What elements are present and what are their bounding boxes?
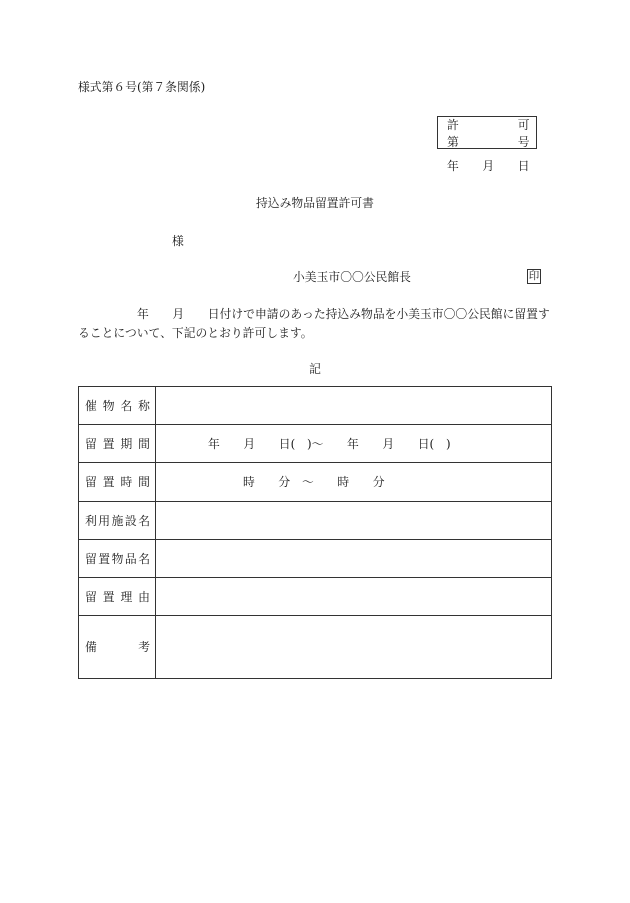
body-text-line-2: ることについて、下記のとおり許可します。: [78, 326, 313, 340]
row-value: [156, 387, 551, 424]
table-row-remarks: [79, 615, 551, 678]
permit-label: 許 可: [447, 118, 530, 132]
row-label: 利 用 施 設 名: [85, 513, 150, 528]
table-row-event-name: [79, 387, 551, 424]
row-label-cell: [79, 425, 156, 462]
issue-date: 年 月 日: [447, 159, 530, 173]
row-label-cell: [79, 502, 156, 539]
row-label: 催 物 名 称: [85, 398, 150, 413]
table-row-storage-period: [79, 424, 551, 462]
document-title: 持込み物品留置許可書: [256, 196, 374, 210]
row-label: 留 置 理 由: [85, 589, 150, 604]
form-number: 様式第６号(第７条関係): [78, 80, 206, 94]
permit-number-box: [437, 116, 537, 149]
table-row-stored-items: [79, 539, 551, 577]
row-label: 備 考: [85, 640, 150, 654]
row-label: 留 置 時 間: [85, 475, 150, 489]
table-row-storage-reason: [79, 577, 551, 615]
row-label: 留 置 期 間: [85, 436, 150, 451]
seal-stamp-box: 印: [528, 270, 540, 282]
issuer-name: 小美玉市〇〇公民館長: [293, 270, 411, 284]
table-row-storage-time: [79, 462, 551, 501]
row-label: 留 置 物 品 名: [85, 551, 150, 566]
row-value: [156, 616, 551, 678]
row-value: [156, 502, 551, 539]
permit-number-line: 第 号: [447, 135, 530, 149]
row-label-cell: [79, 463, 156, 501]
note-heading: 記: [309, 362, 321, 376]
row-label-cell: [79, 578, 156, 615]
row-label-cell: [79, 616, 156, 678]
table-row-facility: [79, 501, 551, 539]
row-value: [156, 578, 551, 615]
row-value: 年 月 日( )～ 年 月 日( ): [208, 436, 451, 451]
row-value: [156, 540, 551, 577]
row-label-cell: [79, 540, 156, 577]
details-table: [78, 386, 552, 679]
row-label-cell: [79, 387, 156, 424]
body-text-line-1: 年 月 日付けで申請のあった持込み物品を小美玉市〇〇公民館に留置す: [137, 307, 550, 321]
row-value: 時 分 ～ 時 分: [243, 475, 385, 489]
addressee-suffix: 様: [172, 234, 184, 248]
